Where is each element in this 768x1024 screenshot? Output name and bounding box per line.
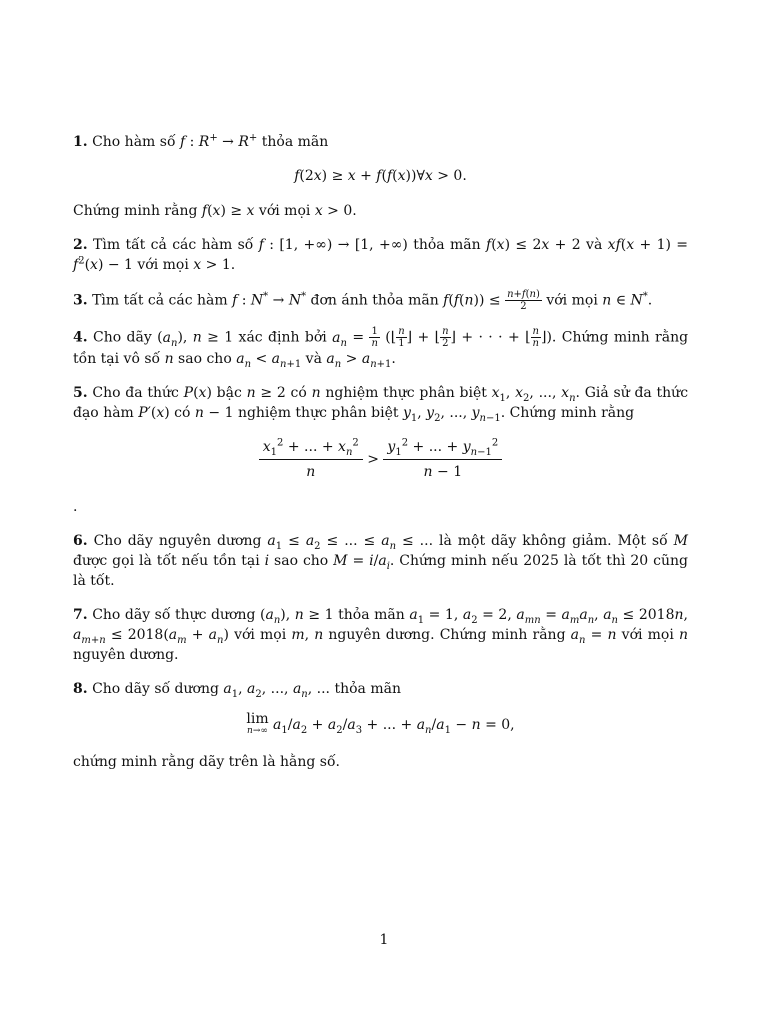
page-number: 1 [379, 932, 389, 948]
equation-8: lim n→∞ $a_1/a_2 + a_2/a_3$ + ... + $a_n/a_1 - n = 0$, [246, 711, 515, 736]
problem-number: 8. [73, 681, 88, 697]
problem-2: 2. Tìm tất cả các hàm số f : [1, +∞) → [1, +∞) thỏa mãn f(x) ≤ 2x + 2 và $xf(x + 1) = f^2(x) - 1$ với mọi x > 1. [73, 237, 689, 273]
problem-number: 4. [73, 329, 88, 346]
problem-6: 6. Cho dãy nguyên dương $a_1 \le a_2$ ≤ ... ≤ $a_n$ ≤ ... là một dãy không giảm. Một số M được gọi là tốt nếu tồn tại i sao cho $M = i/a_i$. Chứng minh nếu 2025 là tốt thì 20 cũng là tốt. [73, 533, 688, 589]
problem-number: 2. [73, 237, 88, 253]
document-body: 1. Cho hàm số f : R+ → R+ thỏa mãn f(2x) ≥ x + f(f(x))∀x > 0. Chứng minh rằng f(x) ≥ x với mọi x > 0. 2. Tìm tất cả các hàm số f : [1, +∞) → [1, +∞) thỏa mãn f(x) ≤ 2x + 2 và $xf(x + 1) = f^2(x) - 1$ với mọi x > 1. 3. Tìm tất cả các hàm f : N* → N* đơn ánh thỏa mãn f(f(n)) ≤ $\frac{n+f(n)}{2}$ với mọi n ∈ N*. 4. Cho dãy $(a_n)$, n ≥ 1 xác định bởi $a_n$ = $\frac{1}{n}$ (⌊ $\frac{n}{1}$ ⌋ + ⌊ $\frac{n}{2}$ ⌋ + · · · + ⌊ $\frac{n}{n}$ ⌋). Chứng minh rằng tồn tại vô số n sao cho $a_n < a_{n+1}$ và $a_n > a_{n+1}$. 5. Cho đa thức P(x) bậc n ≥ 2 có n nghiệm thực phân biệt $x_1$, $x_2$, ..., $x_n$. Giả sử đa thức đạo hàm P′(x) có n − 1 nghiệm thực phân biệt $y_1$, $y_2$, ..., $y_{n-1}$. Chứng minh rằng $\frac{x_1^2 + ... + x_n^2}{n}$ > $\frac{y_1^2 + ... + y_{n-1}^2}{n - 1}$ . 6. Cho dãy nguyên dương $a_1 \le a_2$ ≤ ... ≤ $a_n$ ≤ ... là một dãy không giảm. Một số M được gọi là tốt nếu tồn tại i sao cho $M = i/a_i$. Chứng minh nếu 2025 là tốt thì 20 cũng là tốt. 7. Cho dãy số thực dương $(a_n)$, n ≥ 1 thỏa mãn $a_1 = 1$, $a_2 = 2$, $a_{mn} = a_ma_n$, $a_n \le 2018n$, $a_{m+n} \le 2018(a_m + a_n)$ với mọi m, n nguyên dương. Chứng minh rằng $a_n = n$ với mọi n nguyên dương. 8. Cho dãy số dương $a_1$, $a_2$, ..., $a_n$, ... thỏa mãn lim n→∞ $a_1/a_2 + a_2/a_3$ + ... + $a_n/a_1 - n = 0$, chứng minh rằng dãy trên là hằng số. [73, 132, 689, 770]
problem-1: 1. Cho hàm số f : R+ → R+ thỏa mãn [73, 132, 329, 150]
problem-3: 3. Tìm tất cả các hàm f : N* → N* đơn ánh thỏa mãn f(f(n)) ≤ $\frac{n+f(n)}{2}$ với mọi n ∈ N*. [73, 289, 653, 312]
problem-1-conclusion: Chứng minh rằng f(x) ≥ x với mọi x > 0. [73, 203, 357, 219]
equation-1: f(2x) ≥ x + f(f(x))∀x > 0. [294, 168, 467, 184]
problem-7: 7. Cho dãy số thực dương $(a_n)$, n ≥ 1 thỏa mãn $a_1 = 1$, $a_2 = 2$, $a_{mn} = a_ma_n$, $a_n \le 2018n$, $a_{m+n} \le 2018(a_m + a_n)$ với mọi m, n nguyên dương. Chứng minh rằng $a_n = n$ với mọi n nguyên dương. [73, 607, 688, 663]
problem-number: 1. [73, 134, 88, 150]
problem-number: 3. [73, 292, 88, 309]
problem-8-conclusion: chứng minh rằng dãy trên là hằng số. [73, 754, 341, 770]
problem-number: 6. [73, 533, 88, 549]
problem-4: 4. Cho dãy $(a_n)$, n ≥ 1 xác định bởi $a_n$ = $\frac{1}{n}$ (⌊ $\frac{n}{1}$ ⌋ + ⌊ $\frac{n}{2}$ ⌋ + · · · + ⌊ $\frac{n}{n}$ ⌋). Chứng minh rằng tồn tại vô số n sao cho $a_n < a_{n+1}$ và $a_n > a_{n+1}$. [73, 326, 689, 370]
problem-number: 5. [73, 385, 88, 401]
problem-8: 8. Cho dãy số dương $a_1$, $a_2$, ..., $a_n$, ... thỏa mãn [73, 681, 401, 700]
problem-number: 7. [73, 607, 88, 623]
equation-5: $\frac{x_1^2 + ... + x_n^2}{n}$ > $\frac{y_1^2 + ... + y_{n-1}^2}{n - 1}$ [73, 437, 688, 482]
problem-5: 5. Cho đa thức P(x) bậc n ≥ 2 có n nghiệm thực phân biệt $x_1$, $x_2$, ..., $x_n$. Giả sử đa thức đạo hàm P′(x) có n − 1 nghiệm thực phân biệt $y_1$, $y_2$, ..., $y_{n-1}$. Chứng minh rằng [73, 385, 689, 424]
